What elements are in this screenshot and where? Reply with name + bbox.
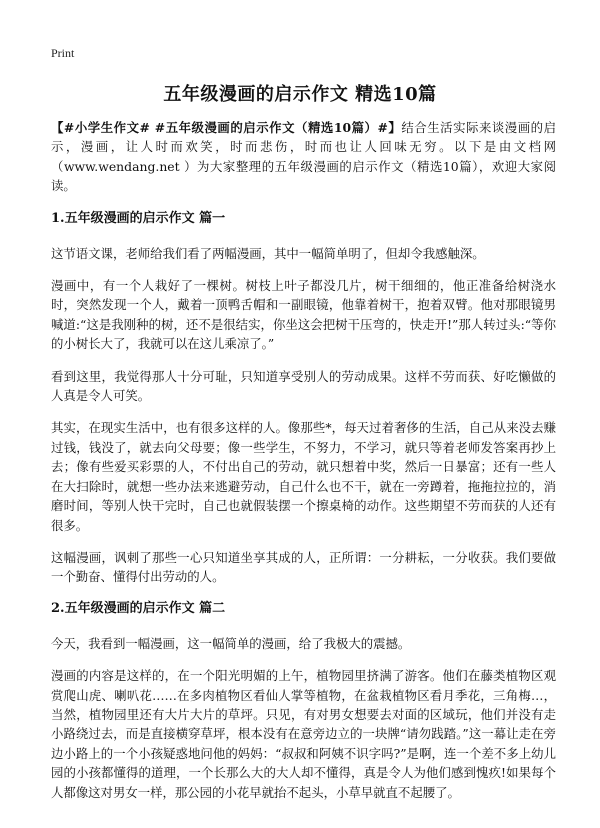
intro-tags: 【#小学生作文# #五年级漫画的启示作文（精选10篇）#】 <box>51 120 402 135</box>
section-heading-2: 2.五年级漫画的启示作文 篇二 <box>51 600 226 616</box>
section-1-paragraph-2: 漫画中，有一个人栽好了一棵树。树枝上叶子都没几片，树干细细的，他正准备给树浇水时，突然发现一个人，戴着一顶鸭舌帽和一副眼镜，他靠着树干，抱着双臂。他对那眼镜男喊道:“这是我刚种的树，还不是很结实，你坐这会把树干压弯的，快走开!”那人转过头:“等你的小树长大了，我就可以在这儿乘凉了。” <box>51 278 556 352</box>
section-1-paragraph-4: 其实，在现实生活中，也有很多这样的人。像那些*，每天过着奢侈的生活，自己从来没去赚过钱，钱没了，就去向父母要；像一些学生，不努力，不学习，就只等着老师发答案再抄上去；像有些爱买彩票的人，不付出自己的劳动，就只想着中奖，然后一日暴富；还有一些人在大扫除时，就想一些办法来逃避劳动，自己什么也不干，就在一旁蹲着，拖拖拉拉的，消磨时间，等别人快干完时，自己也就假装摆一个擦桌椅的动作。这些期望不劳而获的人还有很多。 <box>51 420 556 533</box>
section-1-paragraph-5: 这幅漫画，讽刺了那些一心只知道坐享其成的人，正所谓：一分耕耘，一分收获。我们要做一个勤奋、懂得付出劳动的人。 <box>51 549 556 585</box>
section-heading-1: 1.五年级漫画的启示作文 篇一 <box>51 210 226 226</box>
section-1-paragraph-1: 这节语文课，老师给我们看了两幅漫画，其中一幅简单明了，但却令我感触深。 <box>51 245 485 261</box>
section-2-paragraph-1: 今天，我看到一幅漫画，这一幅简单的漫画，给了我极大的震撼。 <box>51 635 411 651</box>
document-body <box>51 118 556 815</box>
section-1-paragraph-3: 看到这里，我觉得那人十分可耻，只知道享受别人的劳动成果。这样不劳而获、好吃懒做的人真是令人可笑。 <box>51 368 556 404</box>
document-title: 五年级漫画的启示作文 精选10篇 <box>163 84 437 105</box>
print-label: Print <box>51 46 75 60</box>
intro-paragraph <box>51 118 556 196</box>
intro-text: 结合生活实际来谈漫画的启示，漫画，让人时而欢笑，时而悲伤，时而也让人回味无穷。以下是由文档网（www.wendang.net ）为大家整理的五年级漫画的启示作文（精选10篇），欢迎大家阅读。 <box>51 120 557 194</box>
section-2-paragraph-2: 漫画的内容是这样的，在一个阳光明媚的上午，植物园里挤满了游客。他们在藤类植物区观赏爬山虎、喇叭花……在多肉植物区看仙人掌等植物，在盆栽植物区看月季花，三角梅…，当然，植物园里还有大片大片的草坪。只见，有对男女想要去对面的区域玩，他们并没有走小路绕过去，而是直接横穿草坪，根本没有在意旁边立的一块牌“请勿践踏。”这一幕让走在旁边小路上的一个小孩疑惑地问他的妈妈：“叔叔和阿姨不识字吗?”是啊，连一个差不多上幼儿园的小孩都懂得的道理，一个长那么大的大人却不懂得，真是令人为他们感到愧疚!如果每个人都像这对男女一样，那公园的小花早就抬不起头，小草早就直不起腰了。 <box>51 668 556 800</box>
